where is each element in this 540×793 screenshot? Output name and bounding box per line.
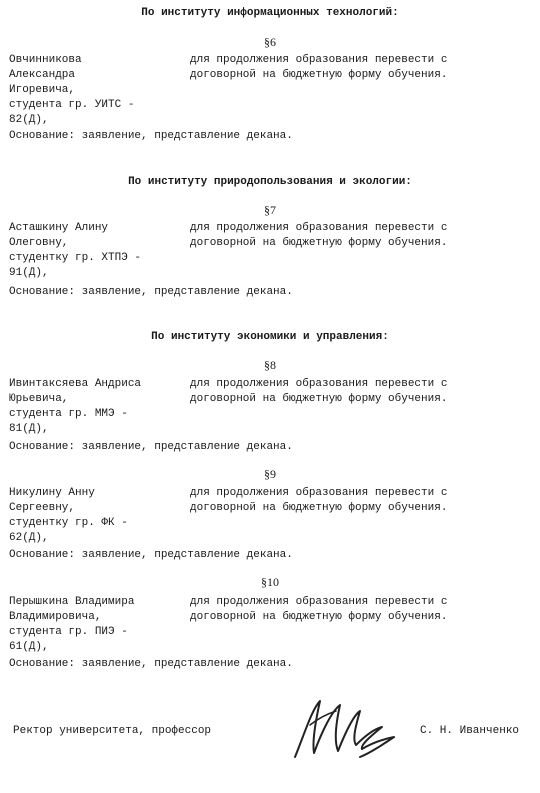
section-heading-it: По институту информационных технологий:	[141, 7, 399, 19]
decision-text-7: для продолжения образования перевести с договорной на бюджетную форму обучения.	[190, 222, 448, 249]
signatory-title: Ректор университета, профессор	[13, 725, 212, 737]
section-heading-ecology: По институту природопользования и экологии:	[128, 176, 412, 188]
decision-text-10: для продолжения образования перевести с договорной на бюджетную форму обучения.	[190, 596, 448, 623]
paragraph-number-7: §7	[264, 203, 276, 217]
paragraph-number-6: §6	[264, 35, 276, 49]
student-name-6: Овчинникова Александра Игоревича, студента гр. УИТС - 82(Д),	[9, 54, 135, 126]
basis-text-6: Основание: заявление, представление декана.	[9, 130, 293, 142]
basis-text-10: Основание: заявление, представление декана.	[9, 658, 293, 670]
signatory-name: С. Н. Иванченко	[420, 725, 520, 737]
decision-text-8: для продолжения образования перевести с договорной на бюджетную форму обучения.	[190, 378, 448, 405]
basis-text-7: Основание: заявление, представление декана.	[9, 286, 293, 298]
paragraph-number-8: §8	[264, 358, 276, 372]
student-name-10: Перышкина Владимира Владимировича, студента гр. ПИЭ - 61(Д),	[9, 596, 135, 653]
decision-text-6: для продолжения образования перевести с договорной на бюджетную форму обучения.	[190, 54, 448, 81]
student-name-8: Ивинтаксяева Андриса Юрьевича, студента гр. ММЭ - 81(Д),	[9, 378, 142, 435]
student-name-9: Никулину Анну Сергеевну, студентку гр. ФК - 62(Д),	[9, 487, 128, 544]
basis-text-9: Основание: заявление, представление декана.	[9, 549, 293, 561]
paragraph-number-9: §9	[264, 467, 276, 481]
basis-text-8: Основание: заявление, представление декана.	[9, 441, 293, 453]
handwritten-signature	[290, 695, 400, 765]
section-heading-economics: По институту экономики и управления:	[151, 331, 389, 343]
decision-text-9: для продолжения образования перевести с договорной на бюджетную форму обучения.	[190, 487, 448, 514]
student-name-7: Асташкину Алину Олеговну, студентку гр. ХТПЭ - 91(Д),	[9, 222, 142, 279]
paragraph-number-10: §10	[261, 575, 279, 589]
